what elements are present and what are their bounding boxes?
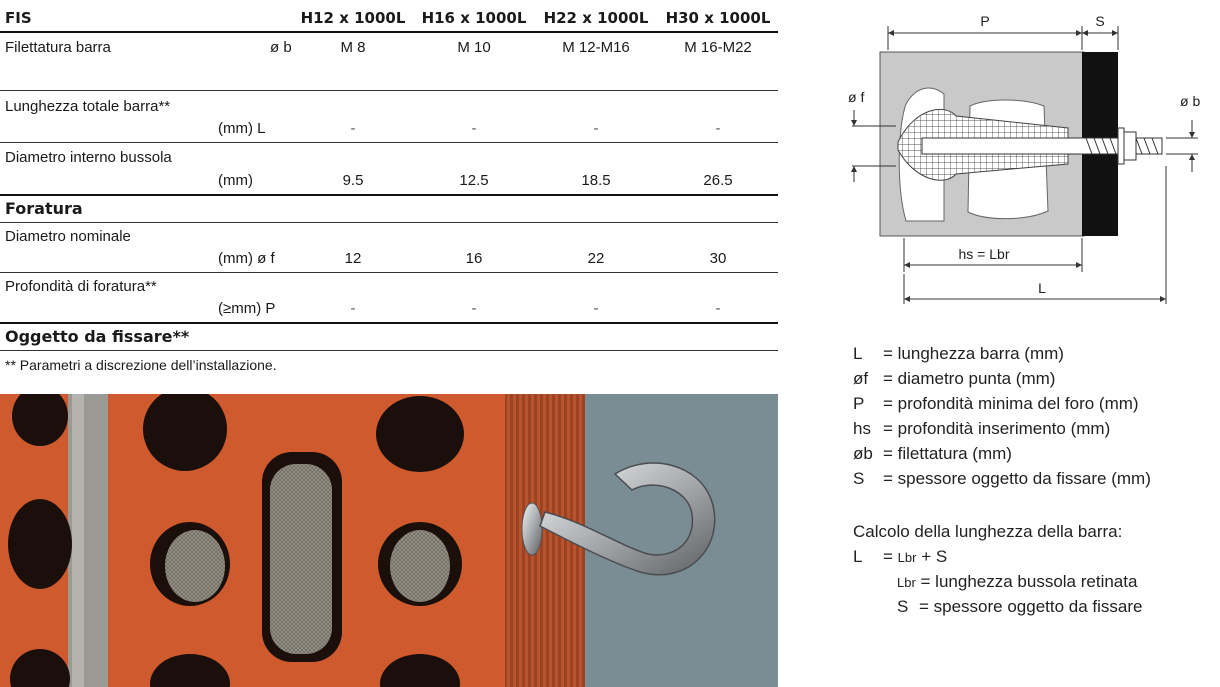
anchor-diagram [836, 6, 1220, 306]
calc-formula: L = Lbr + S [853, 547, 948, 566]
label-of: ø f [848, 89, 865, 105]
col-h16: H16 x 1000L [421, 9, 527, 27]
label-ob: ø b [1180, 93, 1201, 109]
cell: 12 [344, 250, 362, 267]
cell: - [471, 120, 477, 137]
row-label: Lunghezza totale barra** [5, 98, 171, 115]
label-l: L [1038, 280, 1046, 296]
cell: M 8 [340, 39, 366, 56]
brick-hole [8, 499, 72, 589]
cell: M 10 [457, 39, 491, 56]
cell: M 12-M16 [562, 39, 630, 56]
row-unit: (mm) L [218, 120, 266, 137]
row-rule [0, 350, 778, 351]
calc-title: Calcolo della lunghezza della barra: [853, 522, 1123, 541]
col-h12: H12 x 1000L [300, 9, 406, 27]
cell: - [715, 300, 721, 317]
legend-item: L = lunghezza barra (mm) [853, 344, 1064, 363]
cell: 16 [465, 250, 483, 267]
washer [522, 503, 542, 555]
cell: - [715, 120, 721, 137]
footnote: ** Parametri a discrezione dell’installazione. [5, 357, 277, 373]
cell: 22 [587, 250, 605, 267]
cell: 12.5 [459, 172, 489, 189]
section-oggetto: Oggetto da fissare** [5, 327, 190, 346]
cell: - [593, 300, 599, 317]
legend-item: hs = profondità inserimento (mm) [853, 419, 1111, 438]
row-rule [0, 142, 778, 143]
cell: - [350, 120, 356, 137]
section-foratura: Foratura [5, 199, 83, 218]
row-label: Profondità di foratura** [5, 278, 157, 295]
cell: - [350, 300, 356, 317]
row-label: Diametro nominale [5, 228, 131, 245]
legend-item: øf = diametro punta (mm) [853, 369, 1056, 388]
row-label: Diametro interno bussola [5, 149, 172, 166]
label-hs: hs = Lbr [958, 246, 1010, 262]
nut [1124, 132, 1136, 160]
row-rule [0, 194, 778, 196]
mesh-sleeve [270, 464, 332, 654]
row-unit: (mm) ø f [218, 250, 275, 267]
row-unit: (mm) [218, 172, 253, 189]
cell: 26.5 [703, 172, 733, 189]
legend-item: P = profondità minima del foro (mm) [853, 394, 1139, 413]
cell: M 16-M22 [684, 39, 752, 56]
col-h30: H30 x 1000L [665, 9, 771, 27]
row-unit: ø b [270, 39, 292, 56]
row-rule [0, 272, 778, 273]
row-rule [0, 222, 778, 223]
col-h22: H22 x 1000L [543, 9, 649, 27]
mesh-sleeve [390, 530, 450, 602]
cell: 9.5 [342, 172, 364, 189]
cell: 30 [709, 250, 727, 267]
brick-hole [376, 396, 464, 472]
table-name: FIS [5, 9, 32, 27]
row-unit: (≥mm) P [218, 300, 276, 317]
calc-s-def: S = spessore oggetto da fissare [897, 597, 1143, 616]
legend-item: S = spessore oggetto da fissare (mm) [853, 469, 1151, 488]
cell: - [593, 120, 599, 137]
header-rule [0, 31, 778, 33]
legend-item: øb = filettatura (mm) [853, 444, 1012, 463]
cell: 18.5 [581, 172, 611, 189]
row-rule [0, 90, 778, 91]
brick-hook-photo [0, 394, 778, 687]
label-s: S [1095, 13, 1105, 29]
mesh-sleeve [165, 530, 225, 602]
row-label: Filettatura barra [5, 39, 111, 56]
cell: - [471, 300, 477, 317]
row-rule [0, 322, 778, 324]
calc-lbr-def: Lbr = lunghezza bussola retinata [897, 572, 1138, 591]
label-p: P [980, 13, 990, 29]
